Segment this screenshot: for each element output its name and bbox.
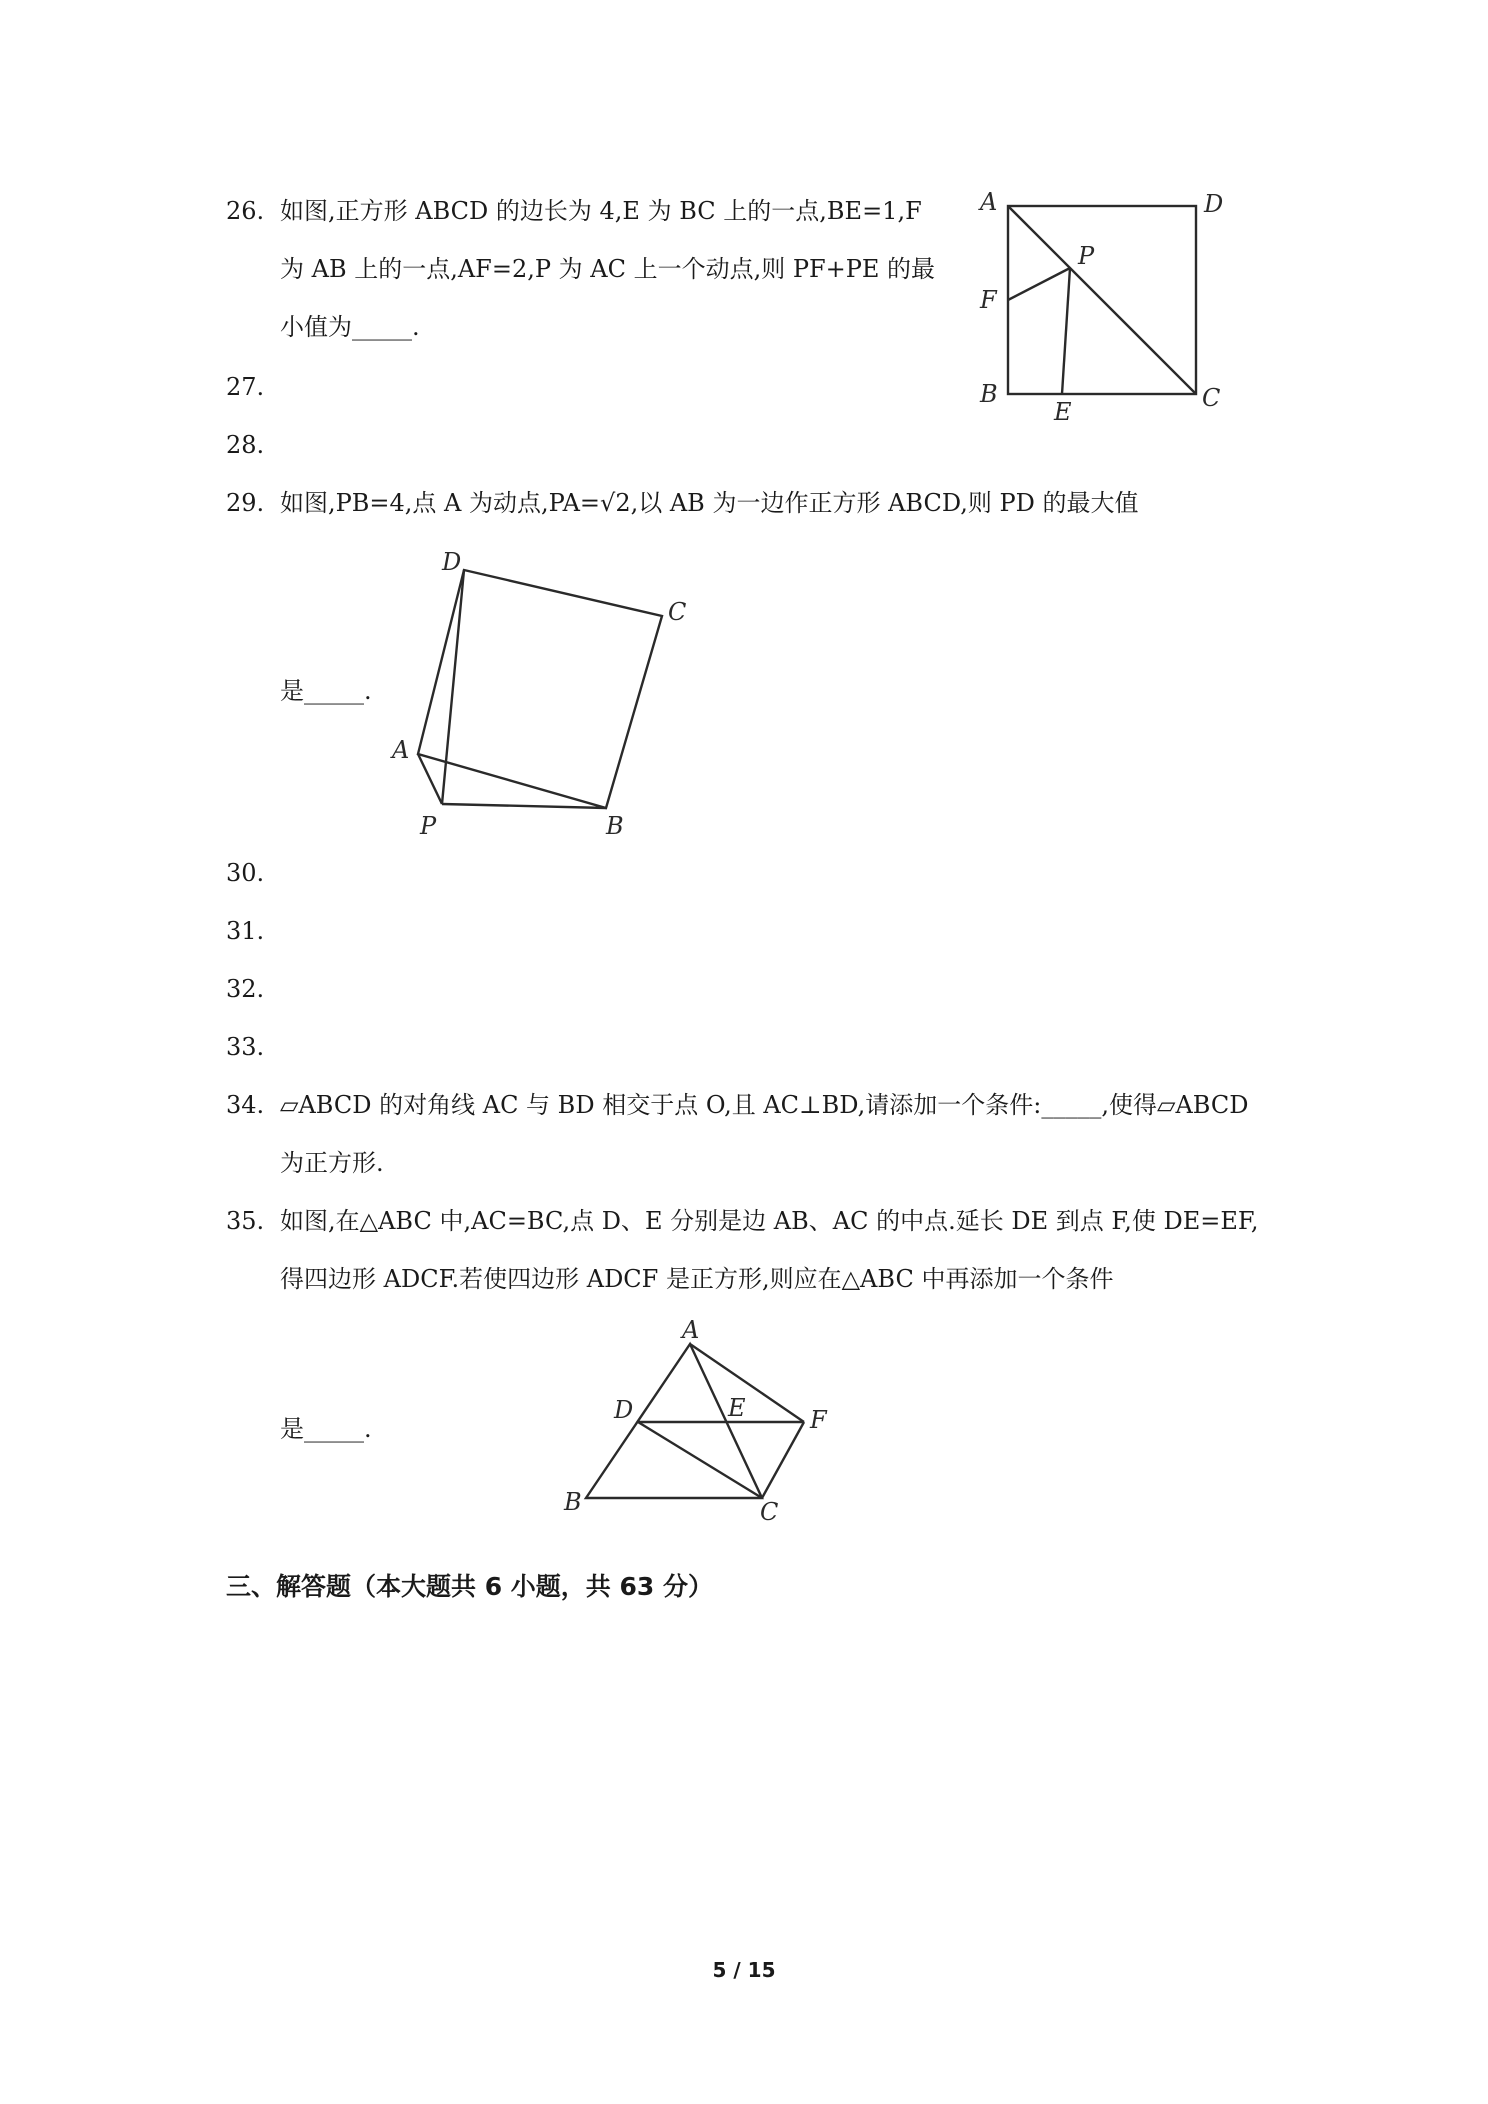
segment-pa (418, 754, 442, 804)
label-d: D (614, 1396, 634, 1424)
label-a: A (682, 1318, 700, 1344)
label-a: A (980, 188, 998, 216)
label-f: F (810, 1406, 827, 1434)
segment-pf (1008, 268, 1070, 300)
label-e: E (1054, 398, 1072, 426)
segment-fc (762, 1422, 804, 1498)
label-f: F (980, 286, 997, 314)
question-number-27: 27. (226, 373, 265, 401)
segment-pb (442, 804, 606, 808)
question-35-text-line1: 如图,在△ABC 中,AC=BC,点 D、E 分别是边 AB、AC 的中点.延长 DE 到点 F,使 DE=EF, (280, 1207, 1259, 1235)
label-c: C (1202, 384, 1221, 412)
question-number-26: 26. (226, 197, 265, 225)
question-number-28: 28. (226, 431, 265, 459)
label-e: E (728, 1394, 746, 1422)
square-abcd (418, 570, 662, 808)
segment-pe (1062, 268, 1070, 394)
label-p: P (420, 812, 437, 840)
question-34-text-line1: ▱ABCD 的对角线 AC 与 BD 相交于点 O,且 AC⊥BD,请添加一个条件:_____,使得▱ABCD (280, 1091, 1249, 1119)
diagonal-ac (1008, 206, 1196, 394)
question-number-32: 32. (226, 975, 265, 1003)
question-number-33: 33. (226, 1033, 265, 1061)
label-b: B (564, 1488, 582, 1516)
question-35-text-line2: 得四边形 ADCF.若使四边形 ADCF 是正方形,则应在△ABC 中再添加一个条件 (280, 1265, 1114, 1293)
label-c: C (668, 598, 687, 626)
section-heading: 三、解答题（本大题共 6 小题，共 63 分） (226, 1572, 714, 1601)
question-26-text-line2: 为 AB 上的一点,AF=2,P 为 AC 上一个动点,则 PF+PE 的最 (280, 255, 936, 283)
label-b: B (606, 812, 624, 840)
question-29-text-line2: 是_____. (280, 677, 372, 705)
question-number-30: 30. (226, 859, 265, 887)
label-d: D (1204, 190, 1224, 218)
label-c: C (760, 1498, 779, 1526)
question-number-31: 31. (226, 917, 265, 945)
question-number-34: 34. (226, 1091, 265, 1119)
question-35-figure (560, 1318, 860, 1528)
question-number-29: 29. (226, 489, 265, 517)
question-26-figure (970, 180, 1250, 430)
segment-pd (442, 570, 464, 804)
question-26-text-line3: 小值为_____. (280, 313, 420, 341)
page-indicator: 5 / 15 (712, 1958, 776, 1982)
question-29-text-line1: 如图,PB=4,点 A 为动点,PA=√2,以 AB 为一边作正方形 ABCD,则 PD 的最大值 (280, 489, 1139, 517)
label-a: A (392, 736, 410, 764)
label-p: P (1078, 242, 1095, 270)
label-b: B (980, 380, 998, 408)
question-26-text-line1: 如图,正方形 ABCD 的边长为 4,E 为 BC 上的一点,BE=1,F (280, 197, 922, 225)
question-35-text-line3: 是_____. (280, 1415, 372, 1443)
question-number-35: 35. (226, 1207, 265, 1235)
question-34-text-line2: 为正方形. (280, 1149, 384, 1177)
label-d: D (442, 548, 462, 576)
question-29-figure (380, 540, 700, 840)
